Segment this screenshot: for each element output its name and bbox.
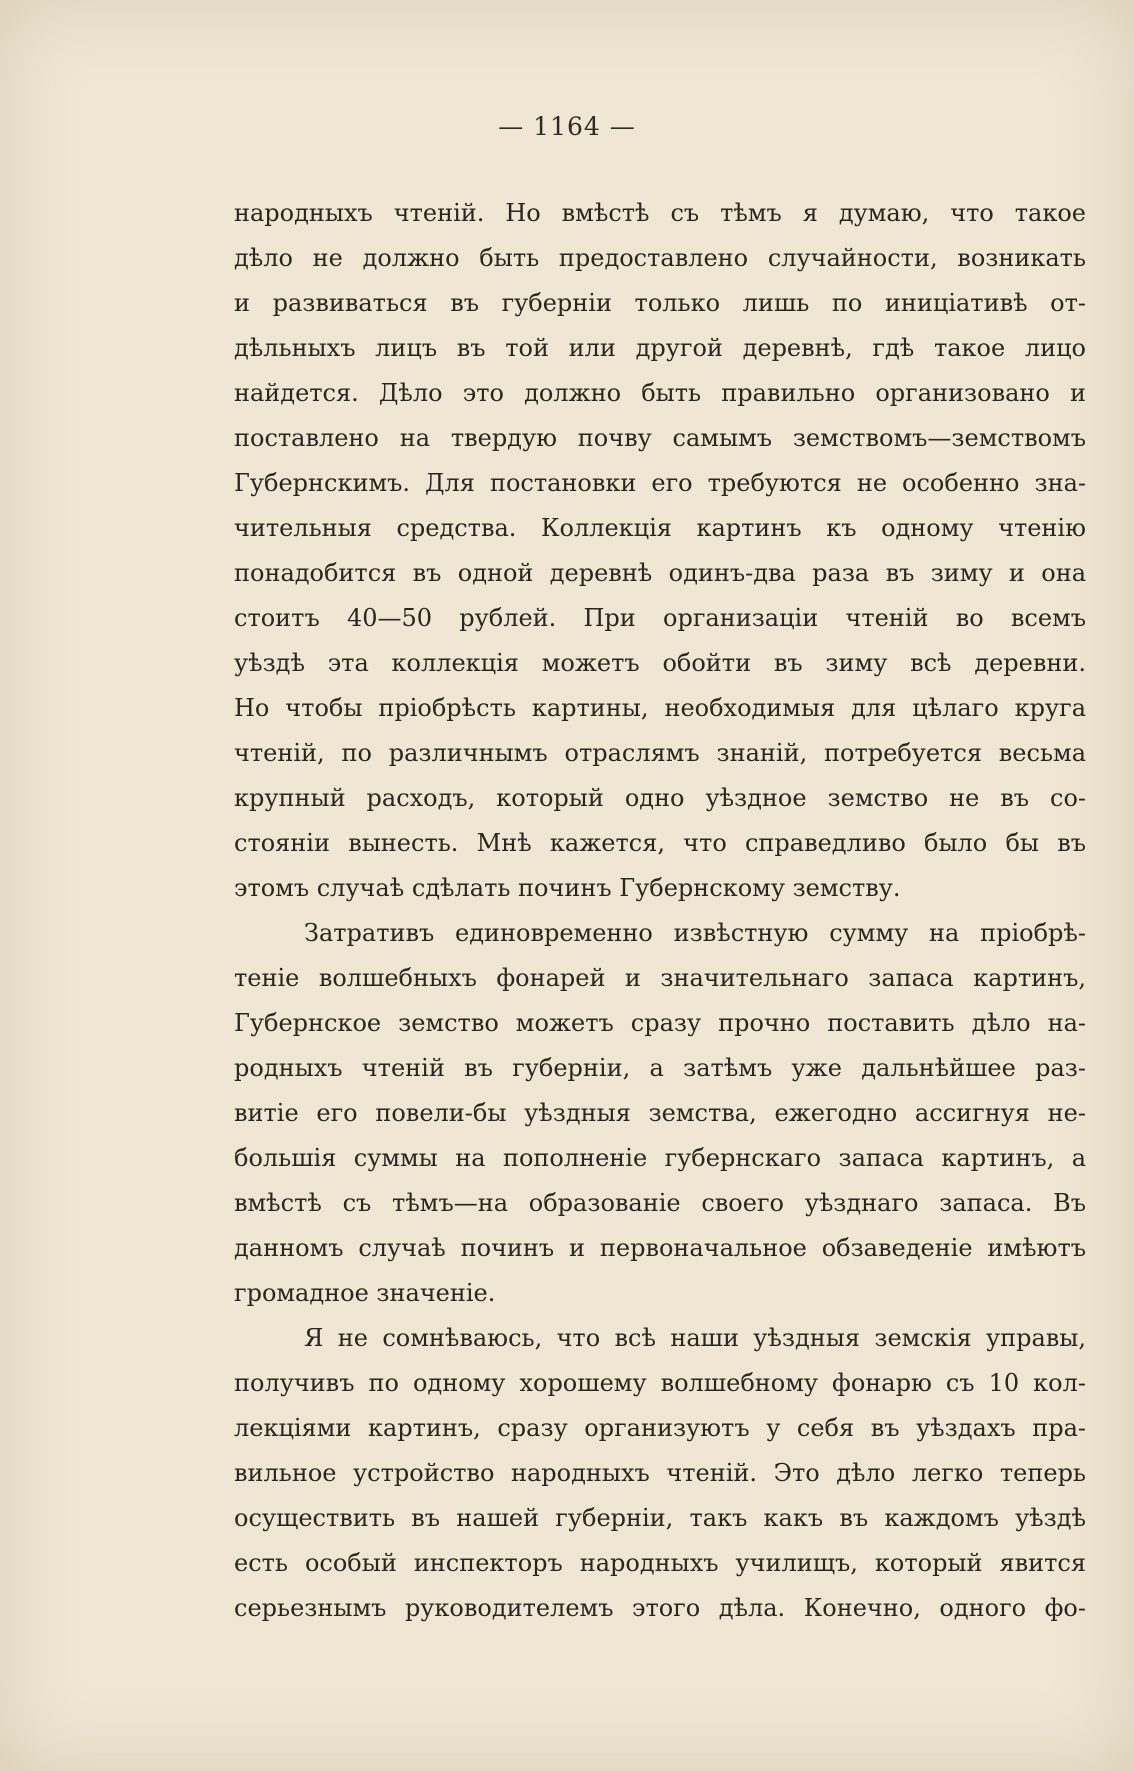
text-line: чительныя средства. Коллекція картинъ къ одному чтенію <box>234 514 1086 542</box>
text-line: стоитъ 40—50 рублей. При организаціи чтеній во всемъ <box>234 604 1086 632</box>
text-line: чтеній, по различнымъ отраслямъ знаній, потребуется весьма <box>234 739 1086 767</box>
text-line: лекціями картинъ, сразу организуютъ у себя въ уѣздахъ пра- <box>234 1414 1086 1442</box>
text-line: Но чтобы пріобрѣсть картины, необходимыя для цѣлаго круга <box>234 694 1086 722</box>
text-line: найдется. Дѣло это должно быть правильно организовано и <box>234 379 1086 407</box>
text-line: Губернскимъ. Для постановки его требуются не особенно зна- <box>234 469 1086 497</box>
text-line: родныхъ чтеній въ губерніи, а затѣмъ уже дальнѣйшее раз- <box>234 1054 1086 1082</box>
text-line: серьезнымъ руководителемъ этого дѣла. Конечно, одного фо- <box>234 1594 1086 1622</box>
text-line: есть особый инспекторъ народныхъ училищъ, который явится <box>234 1549 1086 1577</box>
body-text <box>234 191 1086 1631</box>
text-line: большія суммы на пополненіе губернскаго запаса картинъ, а <box>234 1144 1086 1172</box>
text-line: поставлено на твердую почву самымъ земствомъ—земствомъ <box>234 424 1086 452</box>
text-line: теніе волшебныхъ фонарей и значительнаго запаса картинъ, <box>234 964 1086 992</box>
text-line: витіе его повели-бы уѣздныя земства, ежегодно ассигнуя не- <box>234 1099 1086 1127</box>
text-line: понадобится въ одной деревнѣ одинъ-два раза въ зиму и она <box>234 559 1086 587</box>
text-line: вильное устройство народныхъ чтеній. Это дѣло легко теперь <box>234 1459 1086 1487</box>
text-line: стояніи вынесть. Мнѣ кажется, что справедливо было бы въ <box>234 829 1086 857</box>
page-number: — 1164 — <box>498 112 636 141</box>
text-line: и развиваться въ губерніи только лишь по иниціативѣ от- <box>234 289 1086 317</box>
text-line: получивъ по одному хорошему волшебному фонарю съ 10 кол- <box>234 1369 1086 1397</box>
text-line: уѣздѣ эта коллекція можетъ обойти въ зиму всѣ деревни. <box>234 649 1086 677</box>
text-line: громадное значеніе. <box>234 1279 496 1307</box>
text-line: крупный расходъ, который одно уѣздное земство не въ со- <box>234 784 1086 812</box>
text-line: дѣльныхъ лицъ въ той или другой деревнѣ, гдѣ такое лицо <box>234 334 1086 362</box>
text-line: дѣло не должно быть предоставлено случайности, возникать <box>234 244 1086 272</box>
text-line: Затративъ единовременно извѣстную сумму на пріобрѣ- <box>304 919 1086 947</box>
text-line: осуществить въ нашей губерніи, такъ какъ въ каждомъ уѣздѣ <box>234 1504 1086 1532</box>
text-line: этомъ случаѣ сдѣлать починъ Губернскому земству. <box>234 874 901 902</box>
text-line: Я не сомнѣваюсь, что всѣ наши уѣздныя земскія управы, <box>304 1324 1086 1352</box>
text-line: Губернское земство можетъ сразу прочно поставить дѣло на- <box>234 1009 1086 1037</box>
text-line: народныхъ чтеній. Но вмѣстѣ съ тѣмъ я думаю, что такое <box>234 199 1086 227</box>
text-line: данномъ случаѣ починъ и первоначальное обзаведеніе имѣютъ <box>234 1234 1086 1262</box>
text-line: вмѣстѣ съ тѣмъ—на образованіе своего уѣзднаго запаса. Въ <box>234 1189 1086 1217</box>
